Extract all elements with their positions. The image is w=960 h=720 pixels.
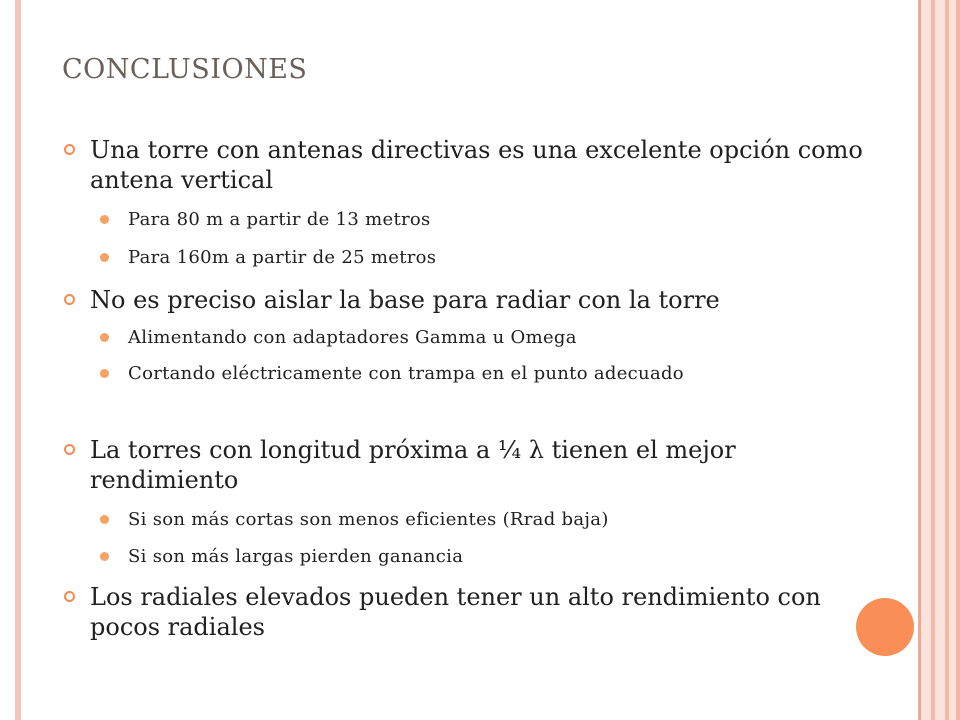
bullet-dot-icon [100,369,109,378]
right-frame-border [918,0,960,720]
sub-bullet-text: Para 80 m a partir de 13 metros [128,209,431,230]
bullet-text: Una torre con antenas directivas es una excelente opción como antena vertical [90,136,863,194]
bullet-item [64,285,864,315]
sub-bullet-item [100,508,800,532]
slide-title: CONCLUSIONES [62,54,308,85]
frame-stripe [956,0,960,720]
bullet-dot-icon [100,552,109,561]
sub-bullet-text: Si son más largas pierden ganancia [128,546,464,567]
sub-bullet-item [100,246,800,270]
bullet-dot-icon [100,515,109,524]
bullet-text: Los radiales elevados pueden tener un alto rendimiento con pocos radiales [90,583,821,641]
bullet-item [64,135,864,195]
frame-stripe [918,0,921,720]
bullet-ring-icon [64,444,75,455]
sub-bullet-item [100,208,800,232]
sub-bullet-item [100,545,800,569]
bullet-item [64,435,864,495]
frame-stripe [931,0,935,720]
bullet-text: No es preciso aislar la base para radiar con la torre [90,286,720,314]
bullet-dot-icon [100,215,109,224]
sub-bullet-text: Alimentando con adaptadores Gamma u Omega [128,327,577,348]
bullet-dot-icon [100,253,109,262]
sub-bullet-text: Cortando eléctricamente con trampa en el punto adecuado [128,363,684,384]
sub-bullet-text: Para 160m a partir de 25 metros [128,247,437,268]
bullet-ring-icon [64,144,75,155]
sub-bullet-item [100,326,800,350]
bullet-ring-icon [64,294,75,305]
sub-bullet-item [100,362,800,386]
bullet-text: La torres con longitud próxima a ¼ λ tienen el mejor rendimiento [90,436,736,494]
frame-stripe [945,0,949,720]
bullet-ring-icon [64,591,75,602]
sub-bullet-text: Si son más cortas son menos eficientes (Rrad baja) [128,509,609,530]
bullet-item [64,582,864,642]
left-frame-border [15,0,21,720]
accent-circle [856,598,914,656]
bullet-dot-icon [100,333,109,342]
